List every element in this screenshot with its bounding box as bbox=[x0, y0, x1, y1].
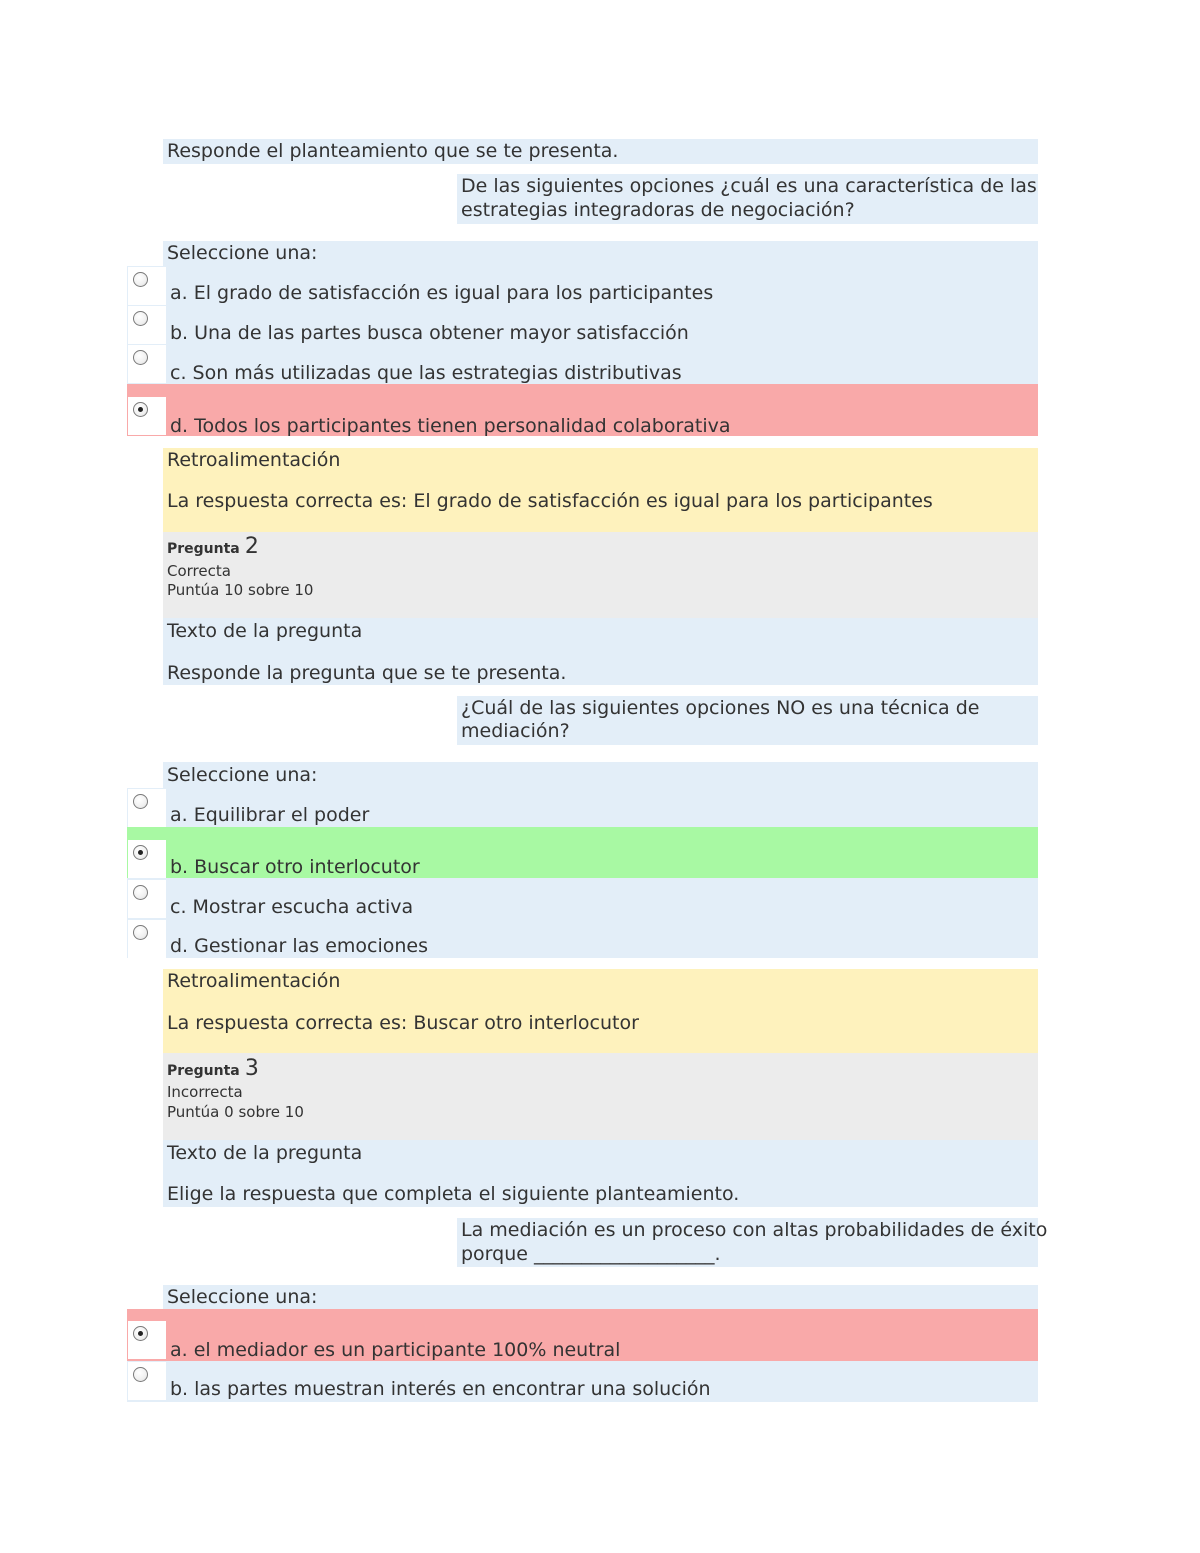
q1-prompt: Responde el planteamiento que se te presenta. bbox=[167, 140, 619, 162]
q1-option-c-radio[interactable] bbox=[128, 345, 166, 383]
q1-option-d-label[interactable]: d. Todos los participantes tienen personalidad colaborativa bbox=[170, 415, 731, 437]
q2-feedback-title: Retroalimentación bbox=[167, 970, 341, 992]
q1-feedback-title: Retroalimentación bbox=[167, 449, 341, 471]
q3-score: Puntúa 0 sobre 10 bbox=[167, 1103, 304, 1121]
q2-question-box bbox=[457, 696, 1038, 745]
q3-option-b-label[interactable]: b. las partes muestran interés en encontrar una solución bbox=[170, 1378, 711, 1400]
q3-title bbox=[167, 1056, 259, 1081]
q3-question-line2: porque ___________________. bbox=[461, 1243, 721, 1265]
q3-option-a-label[interactable]: a. el mediador es un participante 100% neutral bbox=[170, 1339, 621, 1361]
q2-option-b-label[interactable]: b. Buscar otro interlocutor bbox=[170, 856, 420, 878]
q1-option-c-label[interactable]: c. Son más utilizadas que las estrategias distributivas bbox=[170, 362, 682, 384]
q2-question-line1: ¿Cuál de las siguientes opciones NO es una técnica de bbox=[461, 697, 980, 719]
q2-select-label: Seleccione una: bbox=[167, 764, 318, 786]
q3-select-label: Seleccione una: bbox=[167, 1286, 318, 1308]
q3-status: Incorrecta bbox=[167, 1083, 243, 1101]
q2-feedback-text: La respuesta correcta es: Buscar otro interlocutor bbox=[167, 1012, 639, 1034]
q2-header bbox=[163, 532, 1038, 618]
q3-text-label: Texto de la pregunta bbox=[167, 1142, 363, 1164]
q1-question-box bbox=[457, 174, 1038, 224]
q2-option-c-radio[interactable] bbox=[128, 880, 166, 918]
q2-text-box bbox=[163, 618, 1038, 685]
q2-option-d-radio[interactable] bbox=[128, 920, 166, 958]
q1-select-label: Seleccione una: bbox=[167, 242, 318, 264]
q2-label: Pregunta bbox=[167, 541, 240, 557]
q1-prompt-box bbox=[163, 139, 1038, 164]
q2-text-label: Texto de la pregunta bbox=[167, 620, 363, 642]
q1-option-b-radio[interactable] bbox=[128, 306, 166, 344]
q3-header bbox=[163, 1053, 1038, 1140]
q1-option-d-radio[interactable] bbox=[128, 397, 166, 435]
q3-option-a-radio[interactable] bbox=[128, 1321, 166, 1359]
q3-number: 3 bbox=[244, 1056, 259, 1081]
q2-option-b-radio[interactable] bbox=[128, 840, 166, 878]
q2-feedback-box bbox=[163, 969, 1038, 1053]
q1-question-line2: estrategias integradoras de negociación? bbox=[461, 199, 855, 221]
q2-title bbox=[167, 534, 259, 559]
q2-option-d-label[interactable]: d. Gestionar las emociones bbox=[170, 935, 429, 957]
q2-question-line2: mediación? bbox=[461, 720, 570, 742]
q3-prompt: Elige la respuesta que completa el siguiente planteamiento. bbox=[167, 1183, 740, 1205]
q2-option-a-radio[interactable] bbox=[128, 789, 166, 827]
q2-status: Correcta bbox=[167, 562, 231, 580]
q1-feedback-box bbox=[163, 448, 1038, 532]
q1-option-b-label[interactable]: b. Una de las partes busca obtener mayor satisfacción bbox=[170, 322, 689, 344]
q3-question-box bbox=[457, 1218, 1048, 1267]
q2-prompt: Responde la pregunta que se te presenta. bbox=[167, 662, 567, 684]
q1-option-a-label[interactable]: a. El grado de satisfacción es igual para los participantes bbox=[170, 282, 714, 304]
q2-option-a-label[interactable]: a. Equilibrar el poder bbox=[170, 804, 370, 826]
q3-text-box bbox=[163, 1140, 1038, 1207]
q2-score: Puntúa 10 sobre 10 bbox=[167, 581, 314, 599]
q3-option-b-radio[interactable] bbox=[128, 1362, 166, 1400]
q2-number: 2 bbox=[244, 534, 259, 559]
q3-question-line1: La mediación es un proceso con altas probabilidades de éxito bbox=[461, 1219, 1048, 1241]
q1-feedback-text: La respuesta correcta es: El grado de satisfacción es igual para los participantes bbox=[167, 490, 933, 512]
q3-label: Pregunta bbox=[167, 1063, 240, 1079]
q2-option-c-label[interactable]: c. Mostrar escucha activa bbox=[170, 896, 414, 918]
q1-option-a-radio[interactable] bbox=[128, 267, 166, 305]
q1-question-line1: De las siguientes opciones ¿cuál es una característica de las bbox=[461, 175, 1037, 197]
